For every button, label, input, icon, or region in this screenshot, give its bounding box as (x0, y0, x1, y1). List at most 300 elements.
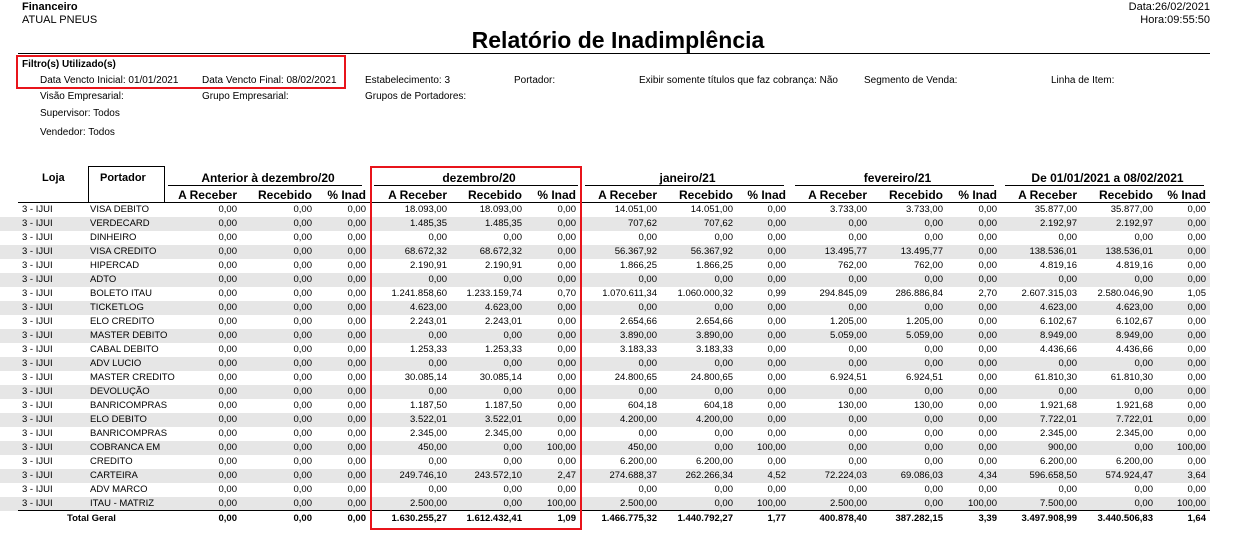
cell-value: 6.200,00 (620, 456, 657, 467)
cell-value: 0,00 (347, 414, 366, 425)
cell-value: 0,00 (218, 288, 237, 299)
cell-value: 0,00 (1058, 386, 1077, 397)
cell-value: 24.800,65 (614, 372, 657, 383)
filter-estabelecimento: Estabelecimento: 3 (365, 75, 451, 86)
cell-value: 0,00 (218, 358, 237, 369)
cell-value: 0,00 (347, 288, 366, 299)
cell-value: 0,00 (347, 484, 366, 495)
cell-value: 0,00 (978, 400, 997, 411)
cell-loja: 3 - IJUI (22, 330, 53, 341)
cell-value: 0,00 (293, 498, 312, 509)
filter-exibir: Exibir somente títulos que faz cobrança: Não (639, 75, 838, 86)
cell-value: 0,00 (218, 330, 237, 341)
cell-value: 0,00 (557, 400, 576, 411)
cell-value: 68.672,32 (404, 246, 447, 257)
cell-portador: BANRICOMPRAS (90, 400, 168, 411)
cell-value: 0,00 (293, 316, 312, 327)
cell-value: 0,00 (503, 456, 522, 467)
cell-value: 0,00 (978, 274, 997, 285)
cell-value: 6.200,00 (1116, 456, 1153, 467)
cell-value: 0,00 (1187, 204, 1206, 215)
table-row (0, 245, 1210, 259)
cell-value: 0,00 (767, 302, 786, 313)
table-row (0, 497, 1210, 511)
table-row (0, 399, 1210, 413)
cell-value: 3.183,33 (620, 344, 657, 355)
cell-value: 0,00 (557, 484, 576, 495)
cell-value: 0,00 (293, 442, 312, 453)
total-value: 400.878,40 (819, 513, 867, 524)
cell-value: 0,00 (714, 358, 733, 369)
cell-value: 0,00 (218, 204, 237, 215)
cell-value: 0,00 (1187, 260, 1206, 271)
cell-value: 0,00 (978, 218, 997, 229)
table-row (0, 357, 1210, 371)
cell-value: 0,00 (1187, 274, 1206, 285)
cell-value: 100,00 (756, 498, 786, 509)
cell-value: 0,00 (714, 274, 733, 285)
sub-header: A Receber (178, 188, 237, 202)
cell-value: 0,00 (978, 414, 997, 425)
table-row (0, 203, 1210, 217)
total-value: 0,00 (347, 513, 366, 524)
cell-value: 0,00 (557, 414, 576, 425)
cell-value: 0,00 (767, 260, 786, 271)
cell-portador: CARTEIRA (90, 470, 138, 481)
cell-value: 0,00 (428, 484, 447, 495)
cell-value: 0,00 (293, 386, 312, 397)
cell-value: 0,00 (1187, 218, 1206, 229)
table-row (0, 343, 1210, 357)
cell-value: 0,00 (347, 372, 366, 383)
cell-value: 0,00 (557, 302, 576, 313)
cell-value: 4.200,00 (620, 414, 657, 425)
cell-value: 0,70 (557, 288, 576, 299)
cell-value: 8.949,00 (1040, 330, 1077, 341)
cell-value: 100,00 (546, 442, 576, 453)
filter-data-vencto-inicial: Data Vencto Inicial: 01/01/2021 (40, 75, 179, 86)
cell-value: 0,00 (218, 260, 237, 271)
sub-header: % Inad (958, 188, 997, 202)
cell-value: 0,00 (218, 400, 237, 411)
group-header: dezembro/20 (442, 171, 516, 185)
cell-value: 3.890,00 (620, 330, 657, 341)
filter-visao: Visão Empresarial: (40, 91, 124, 102)
cell-portador: ADTO (90, 274, 117, 285)
cell-value: 574.924,47 (1105, 470, 1153, 481)
cell-value: 0,00 (1187, 358, 1206, 369)
sub-header: A Receber (808, 188, 867, 202)
total-value: 1.612.432,41 (466, 513, 522, 524)
cell-value: 0,00 (218, 456, 237, 467)
cell-value: 130,00 (837, 400, 867, 411)
group-header: fevereiro/21 (863, 171, 932, 185)
cell-value: 0,00 (428, 274, 447, 285)
cell-value: 1.921,68 (1116, 400, 1153, 411)
cell-loja: 3 - IJUI (22, 274, 53, 285)
cell-value: 0,00 (767, 204, 786, 215)
cell-value: 0,00 (848, 218, 867, 229)
cell-value: 0,00 (347, 344, 366, 355)
cell-value: 0,00 (347, 246, 366, 257)
cell-value: 0,00 (1187, 302, 1206, 313)
cell-value: 0,00 (218, 442, 237, 453)
cell-value: 0,00 (557, 358, 576, 369)
cell-value: 14.051,00 (614, 204, 657, 215)
cell-value: 0,00 (557, 456, 576, 467)
cell-value: 8.949,00 (1116, 330, 1153, 341)
cell-value: 68.672,32 (479, 246, 522, 257)
cell-value: 596.658,50 (1029, 470, 1077, 481)
cell-portador: MASTER DEBITO (90, 330, 168, 341)
cell-value: 0,00 (1058, 274, 1077, 285)
cell-value: 2.607.315,03 (1021, 288, 1077, 299)
cell-value: 0,00 (557, 260, 576, 271)
cell-value: 0,00 (347, 498, 366, 509)
cell-value: 0,00 (924, 456, 943, 467)
cell-value: 450,00 (417, 442, 447, 453)
cell-value: 0,00 (218, 386, 237, 397)
cell-loja: 3 - IJUI (22, 316, 53, 327)
cell-value: 0,00 (218, 428, 237, 439)
cell-value: 0,00 (638, 358, 657, 369)
cell-value: 0,00 (557, 218, 576, 229)
cell-value: 7.722,01 (1116, 414, 1153, 425)
cell-value: 30.085,14 (404, 372, 447, 383)
cell-value: 0,00 (848, 414, 867, 425)
cell-value: 0,00 (1187, 386, 1206, 397)
cell-value: 14.051,00 (690, 204, 733, 215)
cell-loja: 3 - IJUI (22, 400, 53, 411)
cell-value: 1.485,35 (410, 218, 447, 229)
cell-portador: DINHEIRO (90, 232, 137, 243)
cell-value: 0,00 (767, 484, 786, 495)
table-row (0, 483, 1210, 497)
cell-value: 4.623,00 (485, 302, 522, 313)
cell-value: 0,00 (978, 484, 997, 495)
cell-value: 2.190,91 (410, 260, 447, 271)
cell-value: 2.345,00 (410, 428, 447, 439)
cell-value: 0,00 (978, 442, 997, 453)
cell-value: 2.580.046,90 (1097, 288, 1153, 299)
cell-portador: ADV MARCO (90, 484, 148, 495)
cell-value: 72.224,03 (824, 470, 867, 481)
cell-value: 6.924,51 (830, 372, 867, 383)
cell-value: 0,00 (1187, 414, 1206, 425)
cell-value: 4.623,00 (1116, 302, 1153, 313)
cell-value: 0,00 (924, 428, 943, 439)
cell-value: 7.722,01 (1040, 414, 1077, 425)
filter-grupos-portadores: Grupos de Portadores: (365, 91, 467, 102)
cell-value: 0,00 (1187, 246, 1206, 257)
cell-value: 0,00 (638, 232, 657, 243)
cell-value: 61.810,30 (1110, 372, 1153, 383)
cell-loja: 3 - IJUI (22, 414, 53, 425)
cell-value: 2,47 (557, 470, 576, 481)
cell-value: 56.367,92 (614, 246, 657, 257)
cell-value: 0,00 (347, 400, 366, 411)
highlight-filter-dates (16, 55, 346, 89)
cell-value: 0,00 (503, 386, 522, 397)
cell-value: 0,00 (293, 484, 312, 495)
cell-value: 0,00 (978, 302, 997, 313)
cell-portador: TICKETLOG (90, 302, 144, 313)
cell-portador: ADV LUCIO (90, 358, 142, 369)
cell-value: 0,00 (1187, 316, 1206, 327)
cell-loja: 3 - IJUI (22, 288, 53, 299)
cell-value: 1,05 (1187, 288, 1206, 299)
filter-grupo-empresarial: Grupo Empresarial: (202, 91, 289, 102)
cell-value: 0,00 (557, 316, 576, 327)
cell-value: 0,00 (557, 344, 576, 355)
header-divider (18, 53, 1210, 54)
cell-value: 0,00 (767, 246, 786, 257)
cell-portador: ELO CREDITO (90, 316, 155, 327)
cell-value: 2.500,00 (830, 498, 867, 509)
cell-value: 2,70 (978, 288, 997, 299)
cell-value: 0,00 (428, 456, 447, 467)
cell-value: 0,00 (218, 484, 237, 495)
sub-header: Recebido (257, 188, 312, 202)
cell-value: 0,00 (428, 386, 447, 397)
cell-value: 0,00 (924, 232, 943, 243)
cell-portador: VISA DEBITO (90, 204, 149, 215)
cell-portador: HIPERCAD (90, 260, 140, 271)
filter-linha: Linha de Item: (1051, 75, 1115, 86)
cell-loja: 3 - IJUI (22, 246, 53, 257)
cell-value: 3.522,01 (410, 414, 447, 425)
cell-value: 0,00 (1058, 232, 1077, 243)
cell-value: 0,00 (503, 442, 522, 453)
total-value: 1,64 (1187, 513, 1206, 524)
table-row (0, 329, 1210, 343)
cell-value: 0,00 (978, 330, 997, 341)
cell-value: 0,00 (924, 414, 943, 425)
cell-value: 0,00 (924, 344, 943, 355)
cell-value: 4.436,66 (1116, 344, 1153, 355)
cell-value: 762,00 (913, 260, 943, 271)
cell-value: 1.205,00 (906, 316, 943, 327)
cell-value: 0,00 (767, 400, 786, 411)
filter-vendedor: Vendedor: Todos (40, 127, 115, 138)
cell-value: 2.345,00 (1040, 428, 1077, 439)
cell-value: 0,00 (767, 428, 786, 439)
group-underline (795, 185, 994, 186)
cell-value: 0,00 (848, 484, 867, 495)
cell-portador: COBRANCA EM (90, 442, 161, 453)
cell-loja: 3 - IJUI (22, 232, 53, 243)
cell-value: 0,00 (924, 386, 943, 397)
group-underline (168, 185, 362, 186)
cell-value: 0,00 (1134, 386, 1153, 397)
cell-value: 0,00 (767, 274, 786, 285)
cell-value: 0,00 (347, 358, 366, 369)
filter-supervisor: Supervisor: Todos (40, 108, 120, 119)
cell-value: 0,00 (503, 358, 522, 369)
cell-value: 0,00 (293, 414, 312, 425)
cell-value: 2.654,66 (696, 316, 733, 327)
cell-value: 0,00 (638, 302, 657, 313)
cell-value: 1.060.000,32 (677, 288, 733, 299)
cell-value: 0,00 (293, 330, 312, 341)
cell-loja: 3 - IJUI (22, 344, 53, 355)
cell-value: 0,00 (293, 204, 312, 215)
cell-value: 1.253,33 (485, 344, 522, 355)
cell-loja: 3 - IJUI (22, 456, 53, 467)
cell-value: 0,00 (218, 372, 237, 383)
cell-value: 0,00 (714, 302, 733, 313)
cell-value: 0,00 (347, 218, 366, 229)
total-value: 0,00 (218, 513, 237, 524)
cell-value: 2.345,00 (1116, 428, 1153, 439)
cell-value: 0,00 (848, 358, 867, 369)
cell-value: 0,00 (428, 358, 447, 369)
cell-value: 69.086,03 (900, 470, 943, 481)
cell-value: 0,00 (1134, 232, 1153, 243)
cell-value: 249.746,10 (399, 470, 447, 481)
cell-value: 1.866,25 (696, 260, 733, 271)
cell-value: 2.243,01 (485, 316, 522, 327)
cell-value: 0,00 (848, 302, 867, 313)
cell-value: 243.572,10 (474, 470, 522, 481)
cell-value: 0,00 (1058, 358, 1077, 369)
cell-loja: 3 - IJUI (22, 372, 53, 383)
cell-value: 0,00 (638, 484, 657, 495)
cell-value: 0,00 (347, 260, 366, 271)
cell-value: 18.093,00 (479, 204, 522, 215)
sub-header: A Receber (1018, 188, 1077, 202)
cell-value: 0,00 (714, 428, 733, 439)
cell-value: 1.921,68 (1040, 400, 1077, 411)
cell-value: 0,00 (848, 344, 867, 355)
cell-portador: VERDECARD (90, 218, 150, 229)
table-row (0, 273, 1210, 287)
cell-value: 294.845,09 (819, 288, 867, 299)
cell-value: 0,00 (978, 456, 997, 467)
sub-header: % Inad (327, 188, 366, 202)
company-name: ATUAL PNEUS (22, 14, 98, 26)
table-row (0, 315, 1210, 329)
cell-value: 1.187,50 (410, 400, 447, 411)
cell-value: 7.500,00 (1040, 498, 1077, 509)
cell-loja: 3 - IJUI (22, 204, 53, 215)
table-row (0, 301, 1210, 315)
cell-value: 0,00 (767, 218, 786, 229)
cell-value: 0,00 (924, 358, 943, 369)
cell-value: 0,00 (428, 232, 447, 243)
cell-value: 604,18 (627, 400, 657, 411)
table-row (0, 413, 1210, 427)
cell-value: 0,00 (218, 218, 237, 229)
cell-value: 0,00 (347, 330, 366, 341)
cell-value: 900,00 (1047, 442, 1077, 453)
cell-value: 0,00 (293, 428, 312, 439)
cell-value: 2.192,97 (1040, 218, 1077, 229)
sub-header: Recebido (1098, 188, 1153, 202)
total-divider (18, 510, 1210, 511)
cell-value: 3.522,01 (485, 414, 522, 425)
cell-value: 0,00 (978, 358, 997, 369)
cell-value: 0,00 (218, 470, 237, 481)
cell-value: 0,00 (767, 414, 786, 425)
total-value: 1.630.255,27 (391, 513, 447, 524)
cell-value: 5.059,00 (906, 330, 943, 341)
cell-value: 0,00 (1187, 232, 1206, 243)
cell-portador: BOLETO ITAU (90, 288, 152, 299)
cell-value: 0,00 (1187, 344, 1206, 355)
cell-value: 604,18 (703, 400, 733, 411)
group-underline (585, 185, 784, 186)
cell-portador: CREDITO (90, 456, 133, 467)
total-value: 1,09 (557, 513, 576, 524)
cell-value: 0,00 (347, 456, 366, 467)
cell-value: 18.093,00 (404, 204, 447, 215)
report-date: Data:26/02/2021 (1128, 1, 1210, 13)
total-value: 387.282,15 (895, 513, 943, 524)
cell-value: 2.500,00 (410, 498, 447, 509)
cell-value: 0,00 (557, 372, 576, 383)
total-value: 1,77 (767, 513, 786, 524)
cell-value: 3.733,00 (830, 204, 867, 215)
cell-value: 0,00 (924, 442, 943, 453)
cell-value: 0,00 (978, 232, 997, 243)
cell-value: 4,34 (978, 470, 997, 481)
cell-value: 0,00 (218, 344, 237, 355)
cell-value: 0,00 (557, 246, 576, 257)
cell-value: 0,00 (503, 484, 522, 495)
cell-value: 1.866,25 (620, 260, 657, 271)
cell-portador: ELO DEBITO (90, 414, 147, 425)
cell-value: 0,00 (557, 428, 576, 439)
cell-value: 56.367,92 (690, 246, 733, 257)
filter-segmento: Segmento de Venda: (864, 75, 958, 86)
cell-value: 4.200,00 (696, 414, 733, 425)
cell-value: 35.877,00 (1034, 204, 1077, 215)
cell-value: 100,00 (756, 442, 786, 453)
cell-value: 4,52 (767, 470, 786, 481)
cell-value: 0,00 (638, 428, 657, 439)
cell-value: 0,00 (218, 316, 237, 327)
cell-value: 100,00 (1176, 442, 1206, 453)
cell-value: 0,00 (848, 442, 867, 453)
cell-value: 707,62 (627, 218, 657, 229)
cell-value: 2.345,00 (485, 428, 522, 439)
cell-value: 61.810,30 (1034, 372, 1077, 383)
cell-value: 0,00 (347, 316, 366, 327)
cell-value: 0,00 (714, 232, 733, 243)
table-row (0, 455, 1210, 469)
cell-value: 0,00 (218, 302, 237, 313)
cell-value: 286.886,84 (895, 288, 943, 299)
cell-loja: 3 - IJUI (22, 484, 53, 495)
cell-value: 1.253,33 (410, 344, 447, 355)
cell-value: 1.070.611,34 (602, 288, 657, 299)
filter-data-vencto-final: Data Vencto Final: 08/02/2021 (202, 75, 337, 86)
cell-value: 0,00 (767, 386, 786, 397)
total-value: 1.440.792,27 (677, 513, 733, 524)
cell-value: 0,00 (1134, 358, 1153, 369)
cell-value: 0,00 (557, 232, 576, 243)
cell-value: 0,00 (1187, 400, 1206, 411)
total-label: Total Geral (67, 513, 116, 524)
cell-value: 0,00 (714, 386, 733, 397)
cell-value: 100,00 (546, 498, 576, 509)
cell-value: 0,00 (347, 204, 366, 215)
table-row (0, 371, 1210, 385)
cell-value: 1.187,50 (485, 400, 522, 411)
cell-value: 6.200,00 (1040, 456, 1077, 467)
cell-value: 0,00 (714, 498, 733, 509)
